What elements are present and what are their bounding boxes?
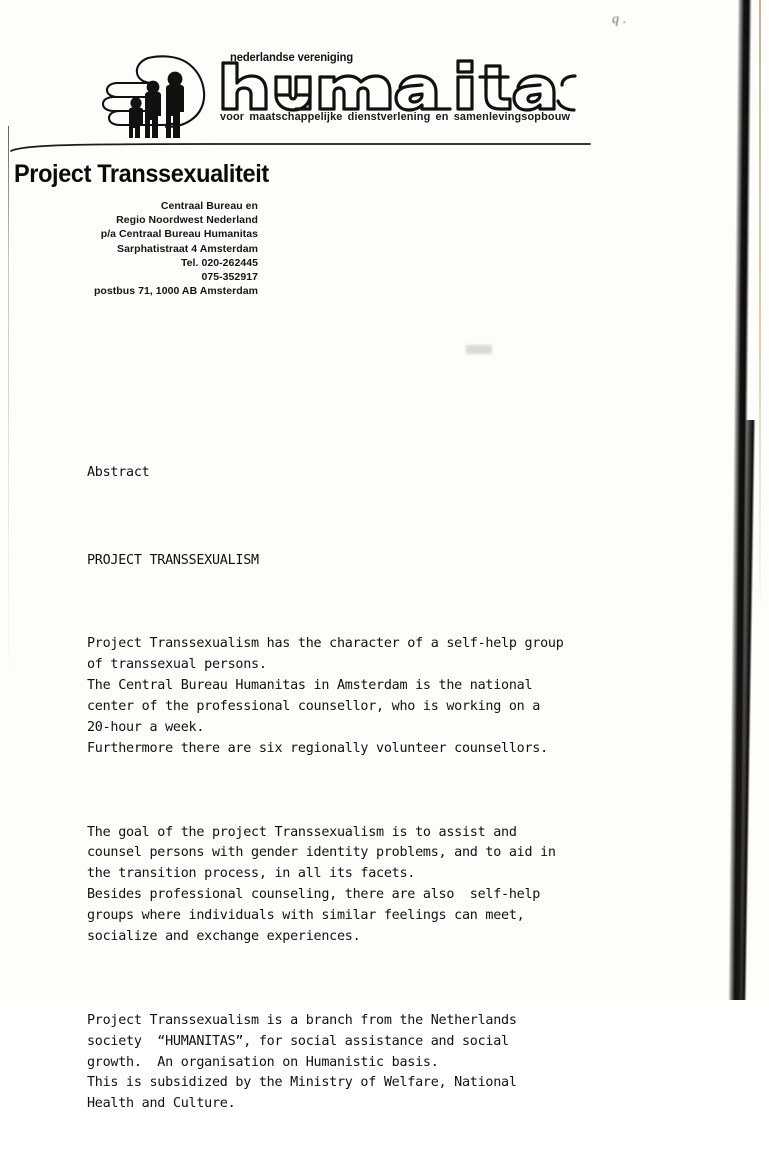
letterhead-logo (96, 52, 596, 138)
logo-tagline-top: nederlandse vereniging (230, 52, 354, 64)
address-block (0, 199, 258, 298)
abstract-paragraph: Project Transsexualism has the character of a self-help group of transsexual persons. The Central Bureau Humanitas in Amsterdam is the national center of the professional counsellor, who is working on a 20-hour a week. Furthermore there are six regionally volunteer counsellors. (87, 636, 564, 756)
abstract-subject-line: PROJECT TRANSSEXUALISM (87, 552, 259, 568)
page-title: Project Transsexualiteit (14, 160, 269, 188)
address-line-phone: Tel. 020-262445 (180, 256, 258, 269)
abstract-paragraph: Project Transsexualism is a branch from the Netherlands society “HUMANITAS”, for social assistance and social growth. An organisation on Humanistic basis. This is subsidized by the Ministry of Welfare, National Health and Culture. (87, 1012, 517, 1112)
humanitas-wordmark (218, 61, 574, 111)
handwritten-corner-mark: q. (612, 12, 631, 27)
scan-page-border-line (759, 0, 761, 1000)
abstract-heading: Abstract (87, 464, 150, 480)
abstract-paragraph: The goal of the project Transsexualism is to assist and counsel persons with gender identity problems, and to aid in the transition process, in all its facets. Besides professional counseling, there are also self-help groups where individuals with similar feelings can meet, socialize and exchange experiences. (87, 824, 556, 945)
address-line: Sarphatistraat 4 Amsterdam (117, 242, 258, 255)
logo-tagline-bottom: voor maatschappelijke dienstverlening en samenlevingsopbouw (220, 111, 571, 123)
logo-text-area (218, 52, 598, 138)
scan-smudge-artifact (466, 345, 492, 354)
abstract-body (87, 421, 697, 1157)
address-line: p/a Centraal Bureau Humanitas (100, 228, 258, 241)
address-line: Regio Noordwest Nederland (116, 214, 258, 227)
address-line-phone-alt: 075-352917 (201, 271, 258, 284)
letterhead-divider-rule (10, 139, 590, 148)
hand-with-family-logo-icon (96, 54, 224, 138)
address-line: Centraal Bureau en (160, 200, 258, 212)
address-line-postbox: postbus 71, 1000 AB Amsterdam (93, 285, 258, 298)
